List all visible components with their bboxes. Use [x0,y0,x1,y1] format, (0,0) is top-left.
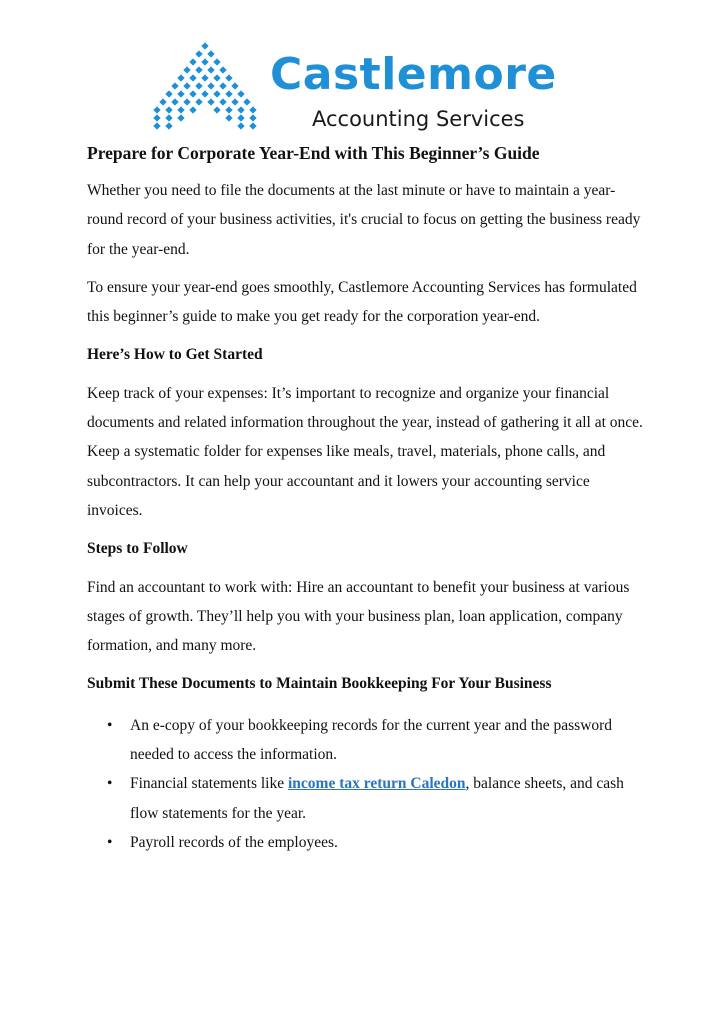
logo-company-name: Castlemore [270,49,557,100]
list-item [87,711,647,770]
logo-dot [183,66,190,73]
logo-dot [195,98,202,105]
logo-dot [177,114,184,121]
section-heading-documents: Submit These Documents to Maintain Bookkeeping For Your Business [87,675,552,693]
intro-paragraph-2: To ensure your year-end goes smoothly, Castlemore Accounting Services has formulated this beginner’s guide to make you get ready for the corporation year-end. [87,278,637,326]
list-item-text: An e-copy of your bookkeeping records for the current year and the password needed to access the information. [130,716,613,764]
logo-dot [195,82,202,89]
logo-dot [231,98,238,105]
logo-dot [225,90,232,97]
page-title: Prepare for Corporate Year-End with This Beginner’s Guide [87,143,540,163]
logo-dot [189,74,196,81]
section-body-steps: Find an accountant to work with: Hire an accountant to benefit your business at various stages of growth. They’ll help you with your business plan, loan application, company formation, and many more. [87,578,630,655]
logo-dot [219,66,226,73]
bullet-icon: • [107,775,113,793]
logo-dot [237,122,244,129]
logo-dot [201,42,208,49]
logo-dot [249,114,256,121]
logo-dot [225,74,232,81]
logo-dot [165,106,172,113]
section-heading-get-started: Here’s How to Get Started [87,346,263,364]
logo-dot [201,58,208,65]
logo-dot [237,106,244,113]
logo-dot [165,114,172,121]
logo-dot [237,114,244,121]
logo-dot [219,98,226,105]
bullet-icon: • [107,716,113,734]
castlemore-logo [150,40,580,140]
diamond-pattern-logo-icon [150,40,270,140]
logo-dot [171,82,178,89]
logo-dot [177,106,184,113]
section-body-get-started: Keep track of your expenses: It’s important to recognize and organize your financial documents and related information throughout the year, instead of gathering it all at once. Keep a systematic folder for expenses like meals, travel, materials, phone calls, and subcontractors. It can help your accountant and it lowers your accounting service invoices. [87,384,643,519]
logo-dot [207,50,214,57]
logo-dot [213,90,220,97]
income-tax-return-caledon-link[interactable]: income tax return Caledon [287,775,466,793]
logo-dot [177,74,184,81]
logo-dot [189,106,196,113]
logo-dot [225,114,232,121]
logo-dot [207,66,214,73]
logo-dot [183,98,190,105]
logo-dot [153,106,160,113]
logo-dot [189,90,196,97]
logo-dot [195,66,202,73]
list-item [87,828,647,857]
section-heading-steps: Steps to Follow [87,540,188,558]
logo-dot [201,90,208,97]
logo-dot [213,58,220,65]
documents-list [87,711,647,857]
logo-dot [213,74,220,81]
bullet-icon: • [107,833,113,851]
logo-dot [225,106,232,113]
logo-dot [207,82,214,89]
logo-dot [237,90,244,97]
logo-dot [177,90,184,97]
logo-dot [213,106,220,113]
logo-company-subtitle: Accounting Services [312,107,525,131]
logo-dot [159,98,166,105]
logo-dot [231,82,238,89]
logo-dot [189,58,196,65]
logo-dot [165,90,172,97]
logo-dot [249,122,256,129]
logo-dot [153,122,160,129]
document-body [87,138,647,857]
logo-dot [219,82,226,89]
logo-dot [171,98,178,105]
logo-dot [249,106,256,113]
list-item-text: Payroll records of the employees. [130,833,338,851]
logo-dot [207,98,214,105]
logo-dot [183,82,190,89]
list-item-text-after: , balance sheets, and cash flow statements for the year. [130,775,624,822]
logo-dot [165,122,172,129]
logo-dot [195,50,202,57]
intro-paragraph-1: Whether you need to file the documents at the last minute or have to maintain a year-round record of your business activities, it's crucial to focus on getting the business ready for the year-end. [87,182,641,258]
logo-dot [243,98,250,105]
logo-dot [201,74,208,81]
logo-dot [153,114,160,121]
list-item-text-before: Financial statements like [130,775,288,793]
list-item [87,769,647,828]
